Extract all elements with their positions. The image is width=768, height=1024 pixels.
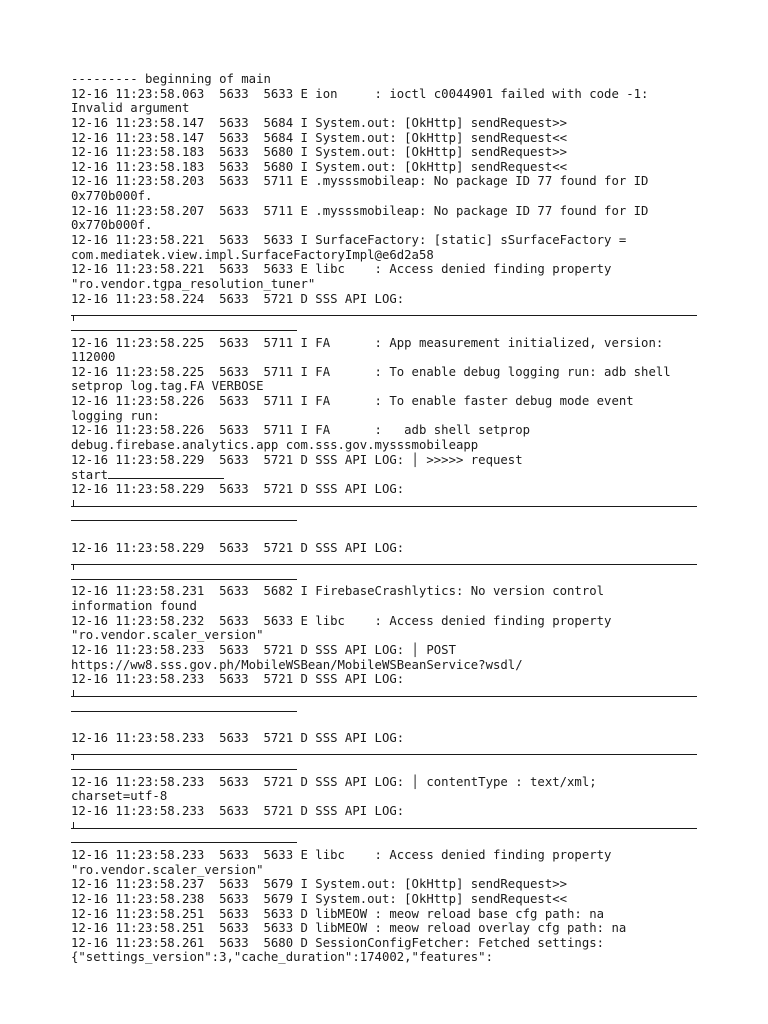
short-rule <box>71 760 701 775</box>
rule <box>71 828 697 829</box>
log-line: setprop log.tag.FA VERBOSE <box>71 379 264 394</box>
log-line: 12-16 11:23:58.229 5633 5721 D SSS API LOG: │ >>>>> request <box>71 452 523 467</box>
rule <box>71 754 697 755</box>
log-line: 12-16 11:23:58.147 5633 5684 I System.out: [OkHttp] sendRequest<< <box>71 130 568 145</box>
log-line: 12-16 11:23:58.237 5633 5679 I System.out: [OkHttp] sendRequest>> <box>71 877 568 892</box>
rule <box>71 579 297 580</box>
log-line: 12-16 11:23:58.229 5633 5721 D SSS API LOG: <box>71 540 405 555</box>
log-line: Invalid argument <box>71 101 190 116</box>
box-bottom-rule <box>71 819 701 834</box>
short-rule <box>71 702 701 717</box>
log-line: 12-16 11:23:58.229 5633 5721 D SSS API LOG: <box>71 481 405 496</box>
box-bottom-rule <box>71 497 701 512</box>
log-line: 12-16 11:23:58.233 5633 5721 D SSS API LOG: <box>71 672 405 687</box>
short-rule <box>71 570 701 585</box>
blank-line <box>71 716 701 731</box>
log-line: 12-16 11:23:58.226 5633 5711 I FA : To enable faster debug mode event <box>71 394 634 409</box>
log-line: 12-16 11:23:58.225 5633 5711 I FA : To enable debug logging run: adb shell <box>71 364 671 379</box>
log-line: 12-16 11:23:58.233 5633 5721 D SSS API LOG: │ POST <box>71 642 456 657</box>
box-top-rule <box>71 555 701 570</box>
rule <box>71 330 297 331</box>
log-line: 12-16 11:23:58.221 5633 5633 E libc : Access denied finding property <box>71 262 612 277</box>
log-line: 12-16 11:23:58.207 5633 5711 E .mysssmobileap: No package ID 77 found for ID <box>71 203 649 218</box>
rule <box>71 711 297 712</box>
log-line: 12-16 11:23:58.233 5633 5721 D SSS API LOG: │ contentType : text/xml; <box>71 774 597 789</box>
blank-line <box>71 526 701 541</box>
short-rule <box>71 511 701 526</box>
box-top-rule <box>71 745 701 760</box>
log-line: 12-16 11:23:58.224 5633 5721 D SSS API LOG: <box>71 291 405 306</box>
log-text: start <box>71 468 109 483</box>
log-line <box>71 467 701 482</box>
log-line: 0x770b000f. <box>71 189 153 204</box>
log-line: 0x770b000f. <box>71 218 153 233</box>
rule <box>71 769 297 770</box>
log-line: 12-16 11:23:58.251 5633 5633 D libMEOW : meow reload base cfg path: na <box>71 906 605 921</box>
rule <box>71 315 697 316</box>
log-line: https://ww8.sss.gov.ph/MobileWSBean/MobileWSBeanService?wsdl/ <box>71 657 523 672</box>
log-line: 12-16 11:23:58.233 5633 5633 E libc : Access denied finding property <box>71 847 612 862</box>
log-line: 12-16 11:23:58.238 5633 5679 I System.out: [OkHttp] sendRequest<< <box>71 891 568 906</box>
log-line: 12-16 11:23:58.231 5633 5682 I FirebaseCrashlytics: No version control <box>71 584 605 599</box>
log-line: logging run: <box>71 408 160 423</box>
rule <box>71 842 297 843</box>
log-line: charset=utf-8 <box>71 789 168 804</box>
log-line: "ro.vendor.tgpa_resolution_tuner" <box>71 276 316 291</box>
box-top-rule <box>71 306 701 321</box>
log-line: "ro.vendor.scaler_version" <box>71 628 264 643</box>
rule <box>71 506 697 507</box>
log-line: 12-16 11:23:58.063 5633 5633 E ion : ioctl c0044901 failed with code -1: <box>71 86 649 101</box>
log-document <box>71 72 701 965</box>
log-line: --------- beginning of main <box>71 72 271 86</box>
log-line: "ro.vendor.scaler_version" <box>71 862 264 877</box>
log-line: 12-16 11:23:58.251 5633 5633 D libMEOW : meow reload overlay cfg path: na <box>71 921 627 936</box>
log-line: 12-16 11:23:58.225 5633 5711 I FA : App measurement initialized, version: <box>71 335 664 350</box>
log-line: information found <box>71 599 197 614</box>
log-line: 12-16 11:23:58.221 5633 5633 I SurfaceFactory: [static] sSurfaceFactory = <box>71 233 627 248</box>
log-line: 12-16 11:23:58.261 5633 5680 D SessionConfigFetcher: Fetched settings: <box>71 935 605 950</box>
log-line: 12-16 11:23:58.226 5633 5711 I FA : adb shell setprop <box>71 423 531 438</box>
log-line: 12-16 11:23:58.183 5633 5680 I System.out: [OkHttp] sendRequest>> <box>71 145 568 160</box>
log-line: com.mediatek.view.impl.SurfaceFactoryImpl@e6d2a58 <box>71 247 434 262</box>
box-bottom-rule <box>71 687 701 702</box>
rule <box>71 696 697 697</box>
log-line: 12-16 11:23:58.203 5633 5711 E .mysssmobileap: No package ID 77 found for ID <box>71 174 649 189</box>
log-line: 12-16 11:23:58.233 5633 5721 D SSS API LOG: <box>71 804 405 819</box>
short-rule <box>71 833 701 848</box>
log-line: 112000 <box>71 350 116 365</box>
underline-rule <box>108 467 224 479</box>
rule <box>71 564 697 565</box>
log-line: 12-16 11:23:58.232 5633 5633 E libc : Access denied finding property <box>71 613 612 628</box>
log-line: debug.firebase.analytics.app com.sss.gov.mysssmobileapp <box>71 438 479 453</box>
log-line: 12-16 11:23:58.183 5633 5680 I System.out: [OkHttp] sendRequest<< <box>71 159 568 174</box>
rule <box>71 520 297 521</box>
log-line: {"settings_version":3,"cache_duration":174002,"features": <box>71 950 493 965</box>
log-line: 12-16 11:23:58.233 5633 5721 D SSS API LOG: <box>71 730 405 745</box>
log-line: 12-16 11:23:58.147 5633 5684 I System.out: [OkHttp] sendRequest>> <box>71 115 568 130</box>
short-rule <box>71 321 701 336</box>
